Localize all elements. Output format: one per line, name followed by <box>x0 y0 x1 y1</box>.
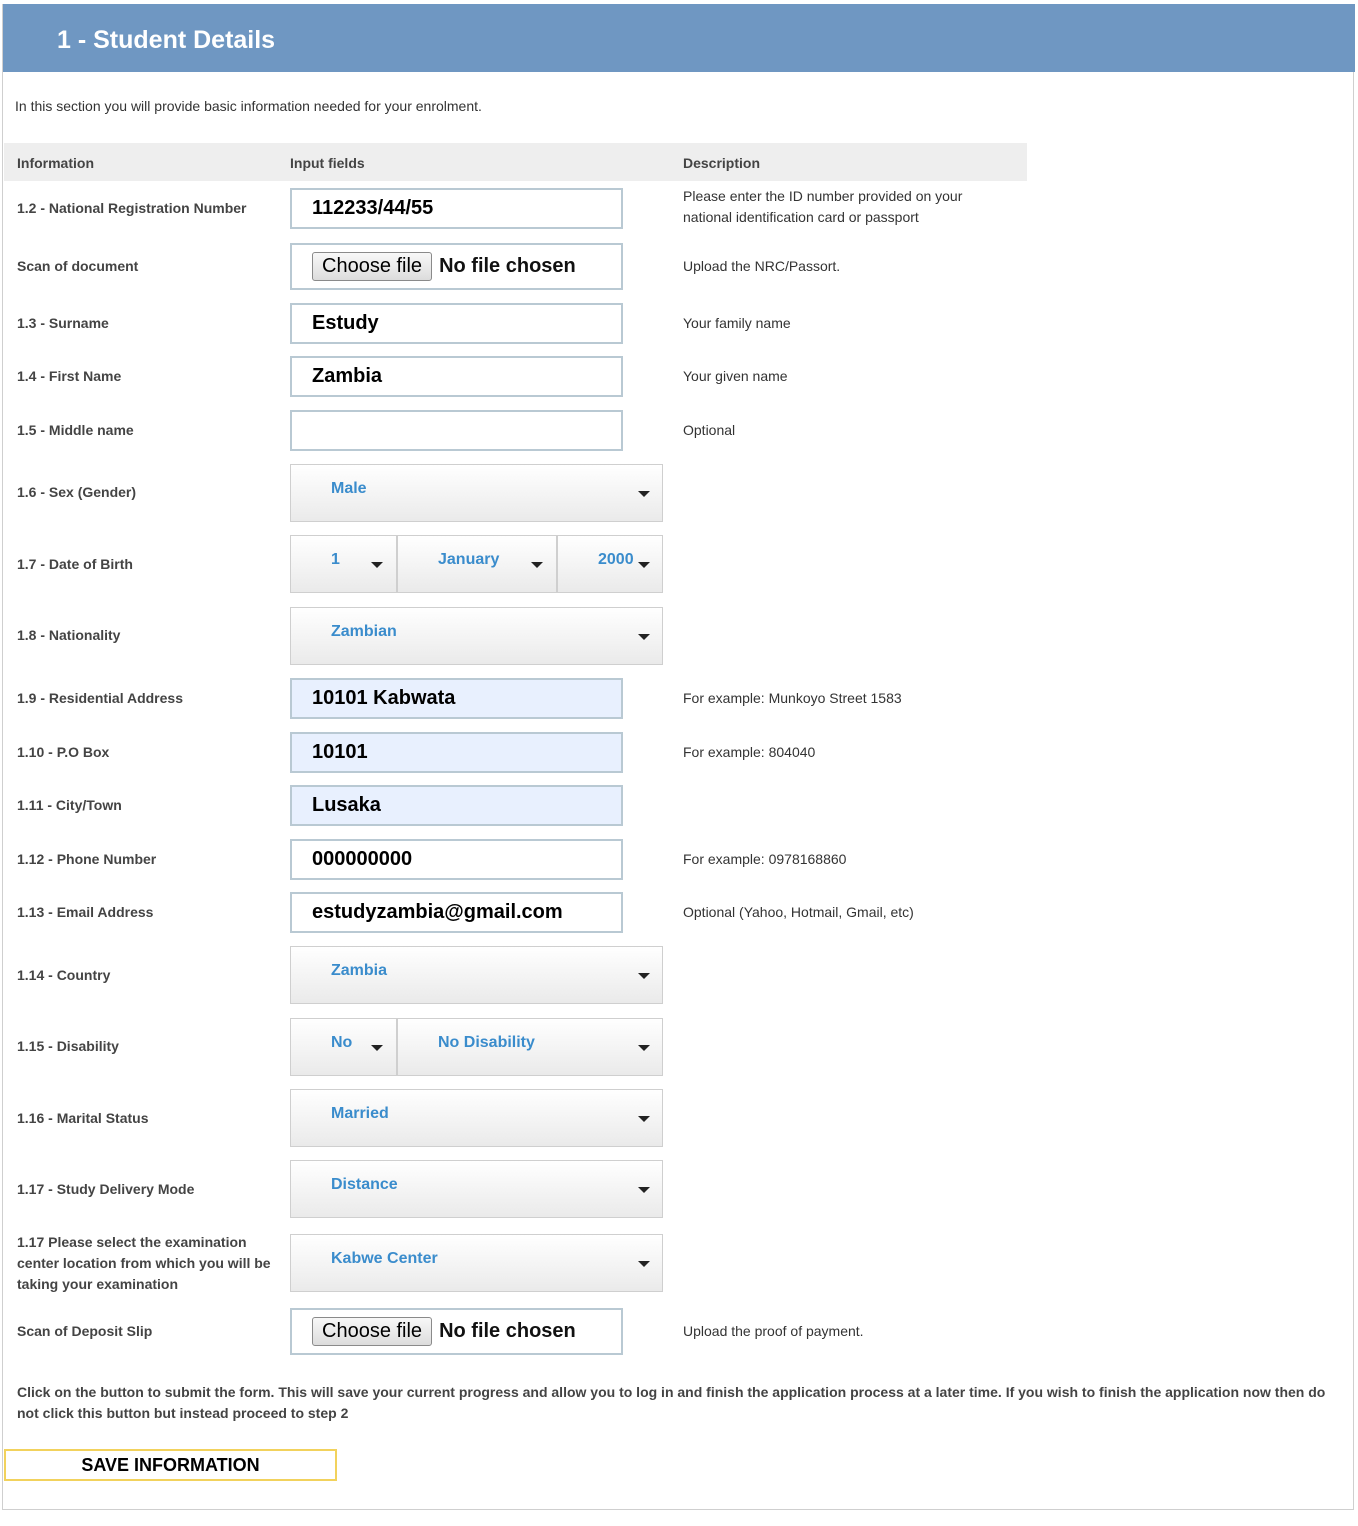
surname-description: Your family name <box>683 315 791 331</box>
disability-has-value: No <box>331 1034 353 1051</box>
email-description: Optional (Yahoo, Hotmail, Gmail, etc) <box>683 904 914 920</box>
file-status: No file chosen <box>439 1320 576 1342</box>
sex-selected-value: Male <box>331 480 367 497</box>
chevron-down-icon <box>638 1187 650 1193</box>
marital-selected-value: Married <box>331 1105 389 1122</box>
deposit-description: Upload the proof of payment. <box>683 1323 864 1339</box>
choose-file-button[interactable]: Choose file <box>312 1317 432 1346</box>
sex-select[interactable] <box>290 464 663 522</box>
delivery-select[interactable] <box>290 1160 663 1218</box>
disability-yes-no-select[interactable] <box>290 1018 397 1076</box>
nrn-description: Please enter the ID number provided on your national identification card or passport <box>683 188 963 225</box>
phone-label: 1.12 - Phone Number <box>17 851 157 867</box>
dob-month-value: January <box>438 551 500 568</box>
chevron-down-icon <box>638 634 650 640</box>
first-name-description: Your given name <box>683 368 788 384</box>
first-name-label: 1.4 - First Name <box>17 368 122 384</box>
column-header-description: Description <box>683 155 761 171</box>
column-header-information: Information <box>17 155 94 171</box>
email-label: 1.13 - Email Address <box>17 904 154 920</box>
middle-name-label: 1.5 - Middle name <box>17 422 134 438</box>
pobox-input[interactable] <box>290 732 623 773</box>
delivery-selected-value: Distance <box>331 1176 398 1193</box>
chevron-down-icon <box>638 1045 650 1051</box>
choose-file-button[interactable]: Choose file <box>312 252 432 281</box>
page-title: 1 - Student Details <box>57 26 276 54</box>
chevron-down-icon <box>638 491 650 497</box>
phone-description: For example: 0978168860 <box>683 851 847 867</box>
chevron-down-icon <box>638 562 650 568</box>
exam-center-label: 1.17 Please select the examination center location from which you will be taking your examination <box>17 1234 271 1292</box>
file-status: No file chosen <box>439 255 576 277</box>
city-label: 1.11 - City/Town <box>17 797 122 813</box>
dob-label: 1.7 - Date of Birth <box>17 556 133 572</box>
scan-document-label: Scan of document <box>17 258 139 274</box>
surname-input[interactable] <box>290 303 623 344</box>
save-instructions: Click on the button to submit the form. This will save your current progress and allow you to log in and finish the application process at a later time. If you wish to finish the application now then do not click this button but instead proceed to step 2 <box>17 1384 1326 1421</box>
table-header <box>4 143 1027 181</box>
intro-text: In this section you will provide basic information needed for your enrolment. <box>15 98 482 114</box>
marital-select[interactable] <box>290 1089 663 1147</box>
country-select[interactable] <box>290 946 663 1004</box>
nrn-input[interactable] <box>290 188 623 229</box>
pobox-description: For example: 804040 <box>683 744 816 760</box>
scan-document-description: Upload the NRC/Passort. <box>683 258 841 274</box>
email-input[interactable] <box>290 892 623 933</box>
panel-header <box>3 4 1355 72</box>
surname-label: 1.3 - Surname <box>17 315 109 331</box>
chevron-down-icon <box>638 973 650 979</box>
nationality-selected-value: Zambian <box>331 623 397 640</box>
address-description: For example: Munkoyo Street 1583 <box>683 690 902 706</box>
nationality-select[interactable] <box>290 607 663 665</box>
chevron-down-icon <box>638 1261 650 1267</box>
chevron-down-icon <box>531 562 543 568</box>
first-name-input[interactable] <box>290 356 623 397</box>
city-input[interactable] <box>290 785 623 826</box>
pobox-label: 1.10 - P.O Box <box>17 744 110 760</box>
dob-month-select[interactable] <box>397 535 557 593</box>
address-input[interactable] <box>290 678 623 719</box>
middle-name-input[interactable] <box>290 410 623 451</box>
column-header-input-fields: Input fields <box>290 155 365 171</box>
nrn-label: 1.2 - National Registration Number <box>17 200 247 216</box>
exam-center-select[interactable] <box>290 1234 663 1292</box>
chevron-down-icon <box>638 1116 650 1122</box>
sex-label: 1.6 - Sex (Gender) <box>17 484 137 500</box>
exam-center-selected-value: Kabwe Center <box>331 1250 438 1267</box>
disability-type-select[interactable] <box>397 1018 663 1076</box>
country-selected-value: Zambia <box>331 962 388 979</box>
middle-name-description: Optional <box>683 422 736 438</box>
country-label: 1.14 - Country <box>17 967 111 983</box>
disability-label: 1.15 - Disability <box>17 1038 119 1054</box>
deposit-label: Scan of Deposit Slip <box>17 1323 153 1339</box>
dob-year-select[interactable] <box>557 535 663 593</box>
chevron-down-icon <box>371 562 383 568</box>
save-information-button[interactable]: SAVE INFORMATION <box>4 1449 337 1481</box>
phone-input[interactable] <box>290 839 623 880</box>
dob-day-select[interactable] <box>290 535 397 593</box>
deposit-file-input[interactable] <box>290 1308 623 1355</box>
nationality-label: 1.8 - Nationality <box>17 627 121 643</box>
disability-type-value: No Disability <box>438 1034 535 1051</box>
scan-document-file-input[interactable] <box>290 243 623 290</box>
delivery-label: 1.17 - Study Delivery Mode <box>17 1181 195 1197</box>
address-label: 1.9 - Residential Address <box>17 690 183 706</box>
chevron-down-icon <box>371 1045 383 1051</box>
marital-label: 1.16 - Marital Status <box>17 1110 149 1126</box>
dob-day-value: 1 <box>331 551 340 568</box>
dob-year-value: 2000 <box>598 551 634 568</box>
